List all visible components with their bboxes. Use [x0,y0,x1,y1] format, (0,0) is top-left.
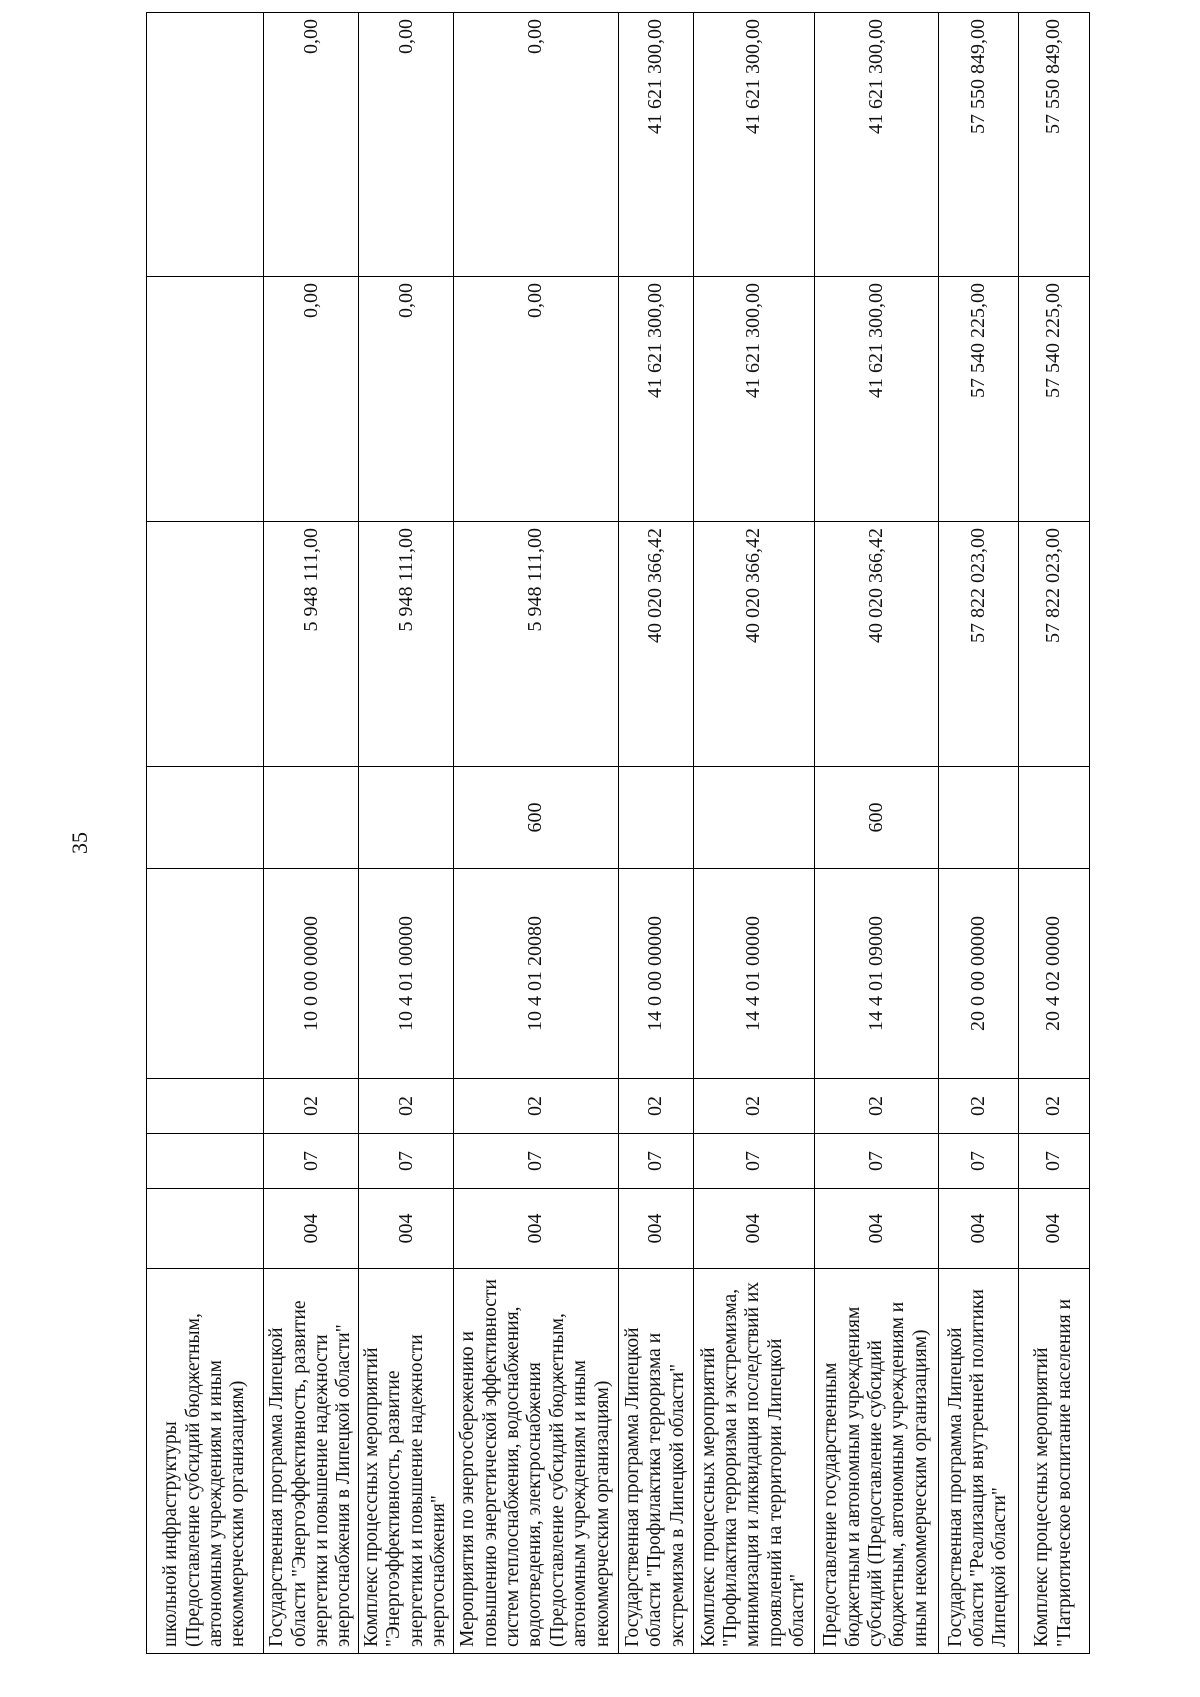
row-target-article-cell [147,869,264,1079]
row-target-article-cell: 20 4 02 00000 [1018,869,1089,1079]
row-sum-year1-cell: 40 020 366,42 [618,522,693,767]
row-target-article-cell: 20 0 00 00000 [938,869,1018,1079]
row-sum-year1-cell: 40 020 366,42 [814,522,938,767]
row-sum-year3-cell: 57 550 849,00 [938,13,1018,277]
row-sum-year3-cell: 0,00 [453,13,618,277]
row-subsection-cell: 02 [1018,1079,1089,1134]
row-sum-year2-cell: 0,00 [359,277,454,522]
row-expense-type-cell [264,767,359,869]
row-section-cell: 07 [814,1134,938,1189]
page-number: 35 [67,832,92,854]
row-target-article-cell: 14 4 01 09000 [814,869,938,1079]
row-code-cell: 004 [359,1189,454,1269]
row-sum-year2-cell: 0,00 [453,277,618,522]
row-code-cell: 004 [814,1189,938,1269]
row-sum-year3-cell [147,13,264,277]
row-expense-type-cell [618,767,693,869]
row-expense-type-cell [693,767,814,869]
row-code-cell: 004 [1018,1189,1089,1269]
row-sum-year2-cell: 57 540 225,00 [1018,277,1089,522]
table-body [147,13,1090,1654]
row-section-cell: 07 [693,1134,814,1189]
row-target-article-cell: 10 0 00 00000 [264,869,359,1079]
row-sum-year1-cell: 5 948 111,00 [453,522,618,767]
row-section-cell: 07 [264,1134,359,1189]
row-subsection-cell: 02 [814,1079,938,1134]
row-sum-year2-cell: 41 621 300,00 [693,277,814,522]
row-expense-type-cell: 600 [814,767,938,869]
row-sum-year1-cell: 57 822 023,00 [1018,522,1089,767]
table-row [618,13,693,1654]
row-name-cell: Комплекс процессных мероприятий "Патриотическое воспитание населения и [1018,1269,1089,1654]
row-code-cell: 004 [264,1189,359,1269]
row-sum-year2-cell [147,277,264,522]
row-sum-year3-cell: 57 550 849,00 [1018,13,1089,277]
row-sum-year3-cell: 0,00 [359,13,454,277]
row-sum-year2-cell: 0,00 [264,277,359,522]
row-sum-year2-cell: 41 621 300,00 [618,277,693,522]
row-code-cell: 004 [618,1189,693,1269]
row-expense-type-cell [1018,767,1089,869]
row-subsection-cell: 02 [938,1079,1018,1134]
row-sum-year2-cell: 41 621 300,00 [814,277,938,522]
row-expense-type-cell [147,767,264,869]
row-name-cell: Предоставление государственным бюджетным и автономным учреждениям субсидий (Предоставление субсидий бюджетным, автономным учреждениям и иным некоммерческим организациям) [814,1269,938,1654]
row-code-cell: 004 [938,1189,1018,1269]
row-section-cell: 07 [938,1134,1018,1189]
row-subsection-cell: 02 [618,1079,693,1134]
row-section-cell [147,1134,264,1189]
row-section-cell: 07 [1018,1134,1089,1189]
row-target-article-cell: 14 0 00 00000 [618,869,693,1079]
table-row [264,13,359,1654]
row-name-cell: Комплекс процессных мероприятий "Энергоэффективность, развитие энергетики и повышение надежности энергоснабжения" [359,1269,454,1654]
row-subsection-cell: 02 [359,1079,454,1134]
row-sum-year1-cell: 40 020 366,42 [693,522,814,767]
row-section-cell: 07 [359,1134,454,1189]
row-expense-type-cell [359,767,454,869]
row-subsection-cell: 02 [693,1079,814,1134]
row-target-article-cell: 10 4 01 20080 [453,869,618,1079]
table-row [938,13,1018,1654]
row-target-article-cell: 14 4 01 00000 [693,869,814,1079]
row-section-cell: 07 [618,1134,693,1189]
row-sum-year3-cell: 41 621 300,00 [618,13,693,277]
table-row [453,13,618,1654]
table-row [814,13,938,1654]
table-row [693,13,814,1654]
table-row [359,13,454,1654]
row-name-cell: школьной инфраструктуры (Предоставление субсидий бюджетным, автономным учреждениям и иным некоммерческим организациям) [147,1269,264,1654]
row-name-cell: Комплекс процессных мероприятий "Профилактика терроризма и экстремизма, минимизация и ликвидация последствий их проявлений на территории Липецкой области" [693,1269,814,1654]
row-sum-year2-cell: 57 540 225,00 [938,277,1018,522]
row-code-cell [147,1189,264,1269]
table-row [1018,13,1089,1654]
row-code-cell: 004 [693,1189,814,1269]
row-sum-year1-cell [147,522,264,767]
row-target-article-cell: 10 4 01 00000 [359,869,454,1079]
row-subsection-cell [147,1079,264,1134]
budget-table [146,12,1090,1654]
row-subsection-cell: 02 [453,1079,618,1134]
row-sum-year1-cell: 5 948 111,00 [359,522,454,767]
row-subsection-cell: 02 [264,1079,359,1134]
row-name-cell: Мероприятия по энергосбережению и повышению энергетической эффективности систем теплоснабжения, водоснабжения, водоотведения, электроснабжения (Предоставление субсидий бюджетным, автономным учреждениям и иным некоммерческим организациям) [453,1269,618,1654]
row-sum-year3-cell: 41 621 300,00 [814,13,938,277]
rotated-table-wrapper [146,13,1075,1654]
row-expense-type-cell: 600 [453,767,618,869]
row-name-cell: Государственная программа Липецкой области "Энергоэффективность, развитие энергетики и повышение надежности энергоснабжения в Липецкой области" [264,1269,359,1654]
row-section-cell: 07 [453,1134,618,1189]
row-sum-year3-cell: 41 621 300,00 [693,13,814,277]
row-sum-year3-cell: 0,00 [264,13,359,277]
row-expense-type-cell [938,767,1018,869]
row-name-cell: Государственная программа Липецкой области "Реализация внутренней политики Липецкой области" [938,1269,1018,1654]
table-row [147,13,264,1654]
row-name-cell: Государственная программа Липецкой области "Профилактика терроризма и экстремизма в Липецкой области" [618,1269,693,1654]
row-sum-year1-cell: 5 948 111,00 [264,522,359,767]
row-code-cell: 004 [453,1189,618,1269]
row-sum-year1-cell: 57 822 023,00 [938,522,1018,767]
